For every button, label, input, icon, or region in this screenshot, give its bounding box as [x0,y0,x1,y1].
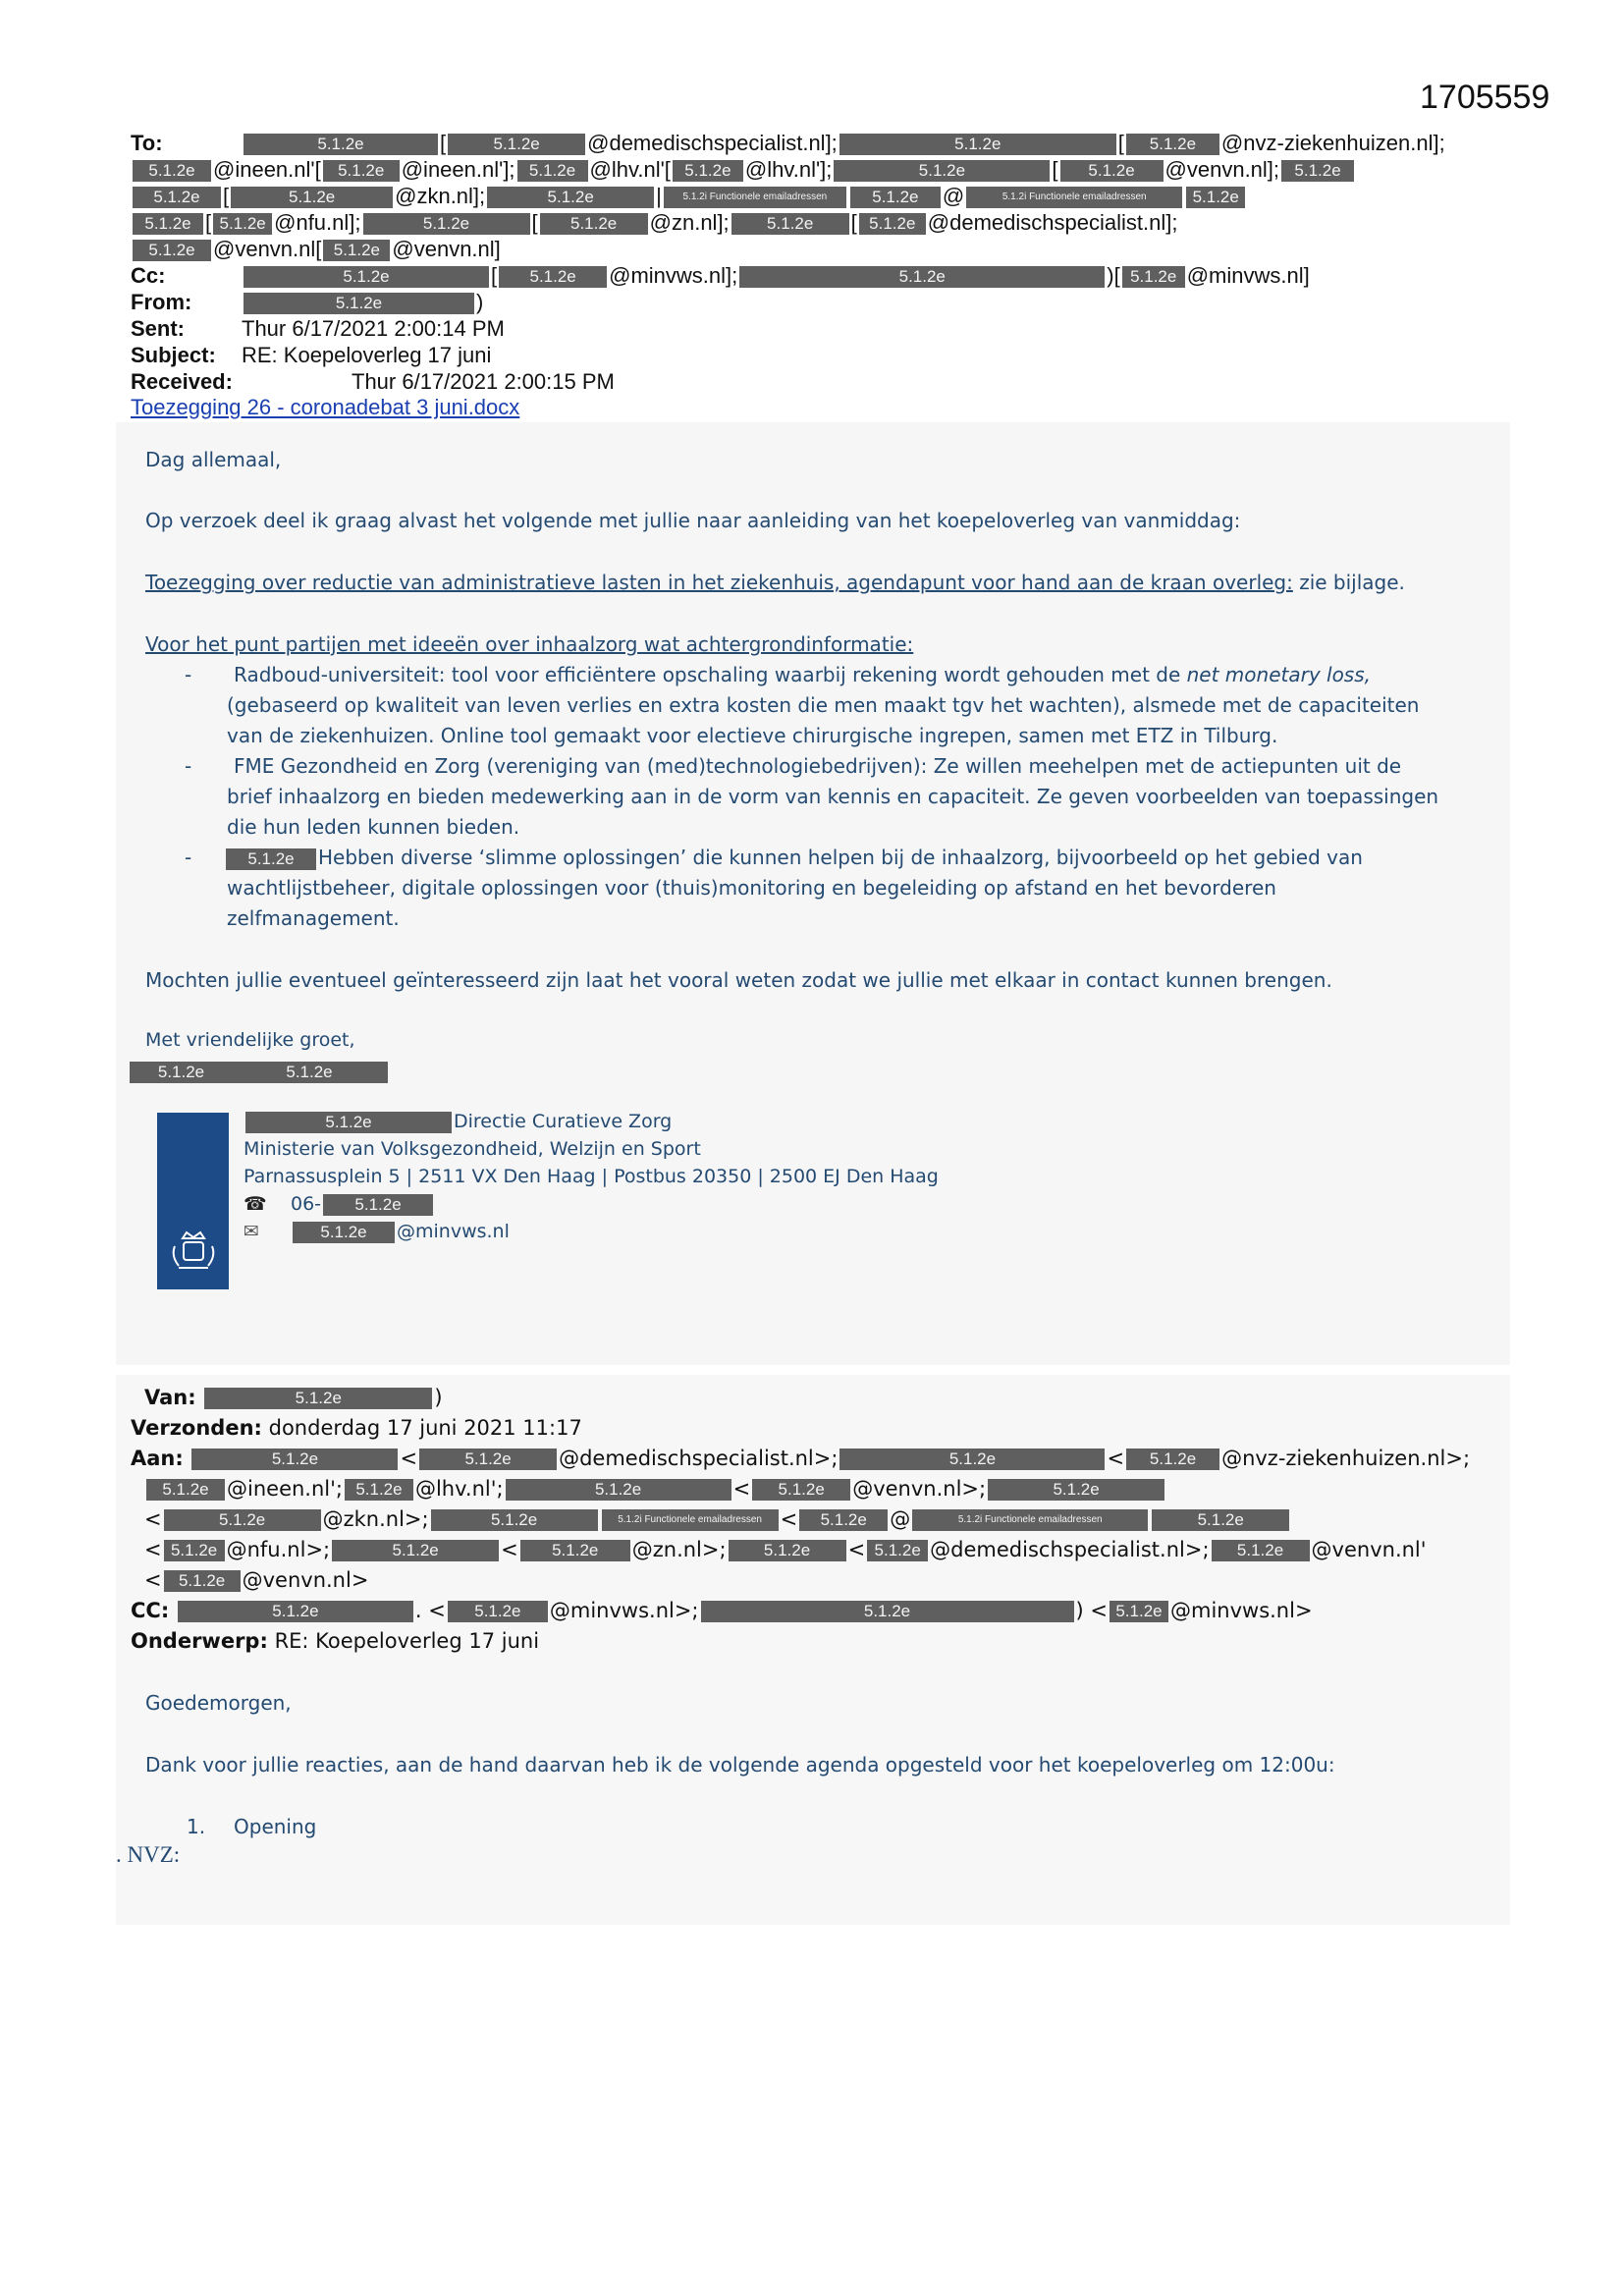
redaction: 5.1.2e [1152,1509,1289,1531]
email-domain: @nvz-ziekenhuizen.nl]; [1220,131,1445,155]
redaction: 5.1.2e [839,1449,1105,1470]
aan-label: Aan: [131,1447,184,1470]
from-line: From: 5.1.2e ) [131,290,484,314]
onderwerp-line [131,1626,539,1656]
intro-paragraph-2: Dank voor jullie reacties, aan de hand daarvan heb ik de volgende agenda opgesteld voor het koepeloverleg om 12:00u: [145,1753,1335,1777]
redaction: 5.1.2e [487,187,654,208]
email-domain: @zkn.nl>; [322,1507,429,1531]
van-label: Van: [144,1386,196,1409]
redaction: 5.1.2e [799,1509,888,1531]
redaction: 5.1.2e [517,160,588,182]
bullet-text: (gebaseerd op kwaliteit van leven verlies en extra kosten die men maakt tgv het wachten), alsmede met de capaciteiten [227,693,1420,717]
redaction: 5.1.2e [332,1540,499,1561]
email-domain: @demedischspecialist.nl>; [930,1538,1210,1561]
email-domain: @venvn.nl' [1311,1538,1427,1561]
redaction-functional: 5.1.2i Functionele emailadressen [912,1509,1148,1531]
agenda-item-1 [187,1812,316,1842]
sent-value: Thur 6/17/2021 2:00:14 PM [242,316,505,341]
redaction: 5.1.2e [834,160,1050,182]
admin-burden-link[interactable]: Toezegging over reductie van administratieve lasten in het ziekenhuis, agendapunt voor hand aan de kraan overleg: [145,571,1293,594]
redaction: 5.1.2e [226,848,316,870]
redaction: 5.1.2e [540,213,648,235]
redaction: 5.1.2e [245,1112,452,1133]
email-domain[interactable]: @minvws.nl [397,1221,510,1242]
cc-label: Cc: [131,263,166,288]
subject-label: Subject: [131,343,216,367]
to-line-4: 5.1.2e [ 5.1.2e @nfu.nl]; 5.1.2e [ 5.1.2e @zn.nl]; 5.1.2e [ 5.1.2e @demedischspecialist.nl]; [131,209,1177,236]
redaction: 5.1.2e [1126,134,1219,155]
attachment-link[interactable]: Toezegging 26 - coronadebat 3 juni.docx [131,395,520,419]
redaction: 5.1.2e [839,134,1116,155]
redaction: 5.1.2e [178,1601,413,1622]
redaction: 5.1.2e [859,213,926,235]
agenda-text: Opening [234,1815,317,1838]
redaction: 5.1.2e [164,1509,321,1531]
verzonden-label: Verzonden: [131,1416,262,1440]
redaction: 5.1.2e [345,1479,413,1501]
redaction: 5.1.2e [133,240,211,261]
email-domain: @zn.nl>; [631,1538,727,1561]
email-domain: @minvws.nl] [1186,263,1310,288]
bullet-italic: net monetary loss, [1186,663,1372,686]
redaction: 5.1.2e [133,213,203,235]
cc2-label: CC: [131,1599,170,1622]
email-domain: @minvws.nl]; [609,263,738,288]
redaction: 5.1.2e [867,1540,928,1561]
redaction: 5.1.2e [419,1449,557,1470]
received-label: Received: [131,369,233,394]
redaction: 5.1.2e [363,213,530,235]
bullet-text: wachtlijstbeheer, digitale oplossingen voor (thuis)monitoring en begeleiding op afstand en het bevorderen [227,876,1276,900]
redaction: 5.1.2e [506,1479,731,1501]
redaction: 5.1.2e [293,1222,395,1243]
email-domain: @venvn.nl> [242,1568,369,1592]
aan-line-2: 5.1.2e @ineen.nl'; 5.1.2e @lhv.nl'; 5.1.2e < 5.1.2e @venvn.nl>; 5.1.2e [144,1474,1166,1503]
redaction: 5.1.2e [1110,1601,1168,1622]
redaction: 5.1.2e [729,1540,846,1561]
bullet-text: FME Gezondheid en Zorg (vereniging van (med)technologiebedrijven): Ze willen meehelpen met de actiepunten uit de [234,754,1402,778]
redaction: 5.1.2e [130,1062,233,1083]
redaction: 5.1.2e [164,1570,241,1592]
redaction: 5.1.2e [520,1540,630,1561]
email-domain: @lhv.nl'; [414,1477,504,1501]
bullet-text: zelfmanagement. [227,906,400,930]
redaction: 5.1.2e [1212,1540,1310,1561]
bullet-text: Hebben diverse ‘slimme oplossingen’ die kunnen helpen bij de inhaalzorg, bijvoorbeeld op het gebied van [318,846,1363,869]
onderwerp-value: RE: Koepeloverleg 17 juni [274,1629,540,1653]
redaction: 5.1.2e [673,160,743,182]
aan-line-5: < 5.1.2e @venvn.nl> [144,1568,369,1592]
cc-line: Cc: 5.1.2e [ 5.1.2e @minvws.nl]; 5.1.2e )[ 5.1.2e @minvws.nl] [131,263,1310,288]
greeting: Dag allemaal, [145,448,282,471]
aan-line-1: Aan: 5.1.2e < 5.1.2e @demedischspecialist.nl>; 5.1.2e < 5.1.2e @nvz-ziekenhuizen.nl>; [131,1447,1471,1470]
redaction: 5.1.2e [133,160,211,182]
redaction: 5.1.2e [431,1509,598,1531]
redaction: 5.1.2e [164,1540,225,1561]
intro-paragraph: Op verzoek deel ik graag alvast het volgende met jullie naar aanleiding van het koepeloverleg van vanmiddag: [145,509,1241,532]
to-line-5 [131,236,501,262]
aan-line-3: < 5.1.2e @zkn.nl>; 5.1.2e 5.1.2i Functionele emailadressen < 5.1.2e @ 5.1.2i Functionele emailadressen 5.1.2e [144,1504,1291,1534]
redaction: 5.1.2e [244,293,474,314]
verzonden-value: donderdag 17 juni 2021 11:17 [268,1416,582,1440]
email-domain: @demedischspecialist.nl>; [559,1447,839,1470]
email-domain: @venvn.nl]; [1164,157,1280,182]
envelope-icon: ✉ [244,1221,259,1242]
sent-line [131,315,505,342]
signature-ministry: Ministerie van Volksgezondheid, Welzijn en Sport [244,1138,701,1160]
email-domain: @nfu.nl>; [226,1538,331,1561]
email-domain: @nfu.nl]; [274,210,361,235]
admin-burden-item [145,568,1405,598]
signature-address: Parnassusplein 5 | 2511 VX Den Haag | Postbus 20350 | 2500 EJ Den Haag [244,1166,939,1187]
received-value: Thur 6/17/2021 2:00:15 PM [352,369,615,394]
background-heading: Voor het punt partijen met ideeën over inhaalzorg wat achtergrondinformatie: [145,632,914,656]
bullet-radboud: - Radboud-universiteit: tool voor efficiëntere opschaling waarbij rekening wordt gehouden met de net monetary loss, (gebaseerd op kwaliteit van leven verlies en extra kosten die men maakt tgv het wachten), alsmede met de capaciteiten van de ziekenhuizen. Online tool gemaakt voor electieve chirurgische ingrepen, samen met ETZ in Tilburg. [145,660,1520,754]
crown-emblem-icon [169,1229,218,1272]
to-line-1: To: 5.1.2e [ 5.1.2e @demedischspecialist.nl]; 5.1.2e [ 5.1.2e @nvz-ziekenhuizen.nl]; [131,131,1445,155]
to-line-2: 5.1.2e @ineen.nl'[ 5.1.2e @ineen.nl']; 5.1.2e @lhv.nl'[ 5.1.2e @lhv.nl']; 5.1.2e [ 5.1.2e @venvn.nl]; 5.1.2e [131,156,1356,183]
email-domain: @venvn.nl] [392,237,501,261]
email-domain: @venvn.nl>; [852,1477,987,1501]
to-label: To: [131,131,163,155]
email-domain: @ineen.nl'[ [213,157,321,182]
redaction: 5.1.2e [191,1449,398,1470]
phone-icon: ☎ [244,1193,267,1215]
greeting-2: Goedemorgen, [145,1691,292,1715]
redaction: 5.1.2e [448,134,585,155]
bullet-text: van de ziekenhuizen. Online tool gemaakt voor electieve chirurgische ingrepen, samen met ETZ in Tilburg. [227,724,1278,747]
redaction-functional: 5.1.2i Functionele emailadressen [664,187,846,208]
redaction: 5.1.2e [231,187,393,208]
redaction: 5.1.2e [323,1194,433,1216]
to-line-3: 5.1.2e [ 5.1.2e @zkn.nl]; 5.1.2e | 5.1.2i Functionele emailadressen 5.1.2e @ 5.1.2i Functionele emailadressen 5.1.2e [131,183,1247,209]
bullet-fme: - FME Gezondheid en Zorg (vereniging van (med)technologiebedrijven): Ze willen meehelpen met de actiepunten uit de brief inhaalzorg en bieden medewerking aan in de vorm van kennis en capaciteit. Ze geven voorbeelden van toepassingen die hun leden kunnen bieden. [145,751,1520,846]
bullet-text: die hun leden kunnen bieden. [227,815,520,839]
signature-department: Directie Curatieve Zorg [454,1111,673,1132]
redaction: 5.1.2e [244,134,438,155]
onderwerp-label: Onderwerp: [131,1629,268,1653]
from-label: From: [131,290,192,314]
nvz-note: . NVZ: [116,1842,181,1867]
admin-burden-rest: zie bijlage. [1292,571,1405,594]
cc2-line: CC: 5.1.2e . < 5.1.2e @minvws.nl>; 5.1.2e ) < 5.1.2e @minvws.nl> [131,1599,1313,1622]
redaction: 5.1.2e [204,1388,432,1409]
email-domain: @lhv.nl']; [744,157,833,182]
regards: Met vriendelijke groet, [145,1029,355,1051]
bullet-text: Radboud-universiteit: tool voor efficiëntere opschaling waarbij rekening wordt gehouden met de [234,663,1187,686]
subject-value: RE: Koepeloverleg 17 juni [242,343,492,367]
email-domain: @ineen.nl'; [227,1477,343,1501]
redaction: 5.1.2e [731,213,849,235]
redaction: 5.1.2e [1186,187,1245,208]
verzonden-line [131,1413,582,1443]
redaction: 5.1.2e [133,187,221,208]
redaction: 5.1.2e [988,1479,1164,1501]
signature-phone [244,1190,1422,1218]
government-logo [157,1113,229,1289]
redaction: 5.1.2e [499,266,607,288]
sent-label: Sent: [131,316,185,341]
bullet-text: brief inhaalzorg en bieden medewerking aan in de vorm van kennis en capaciteit. Ze geven voorbeelden van toepassingen [227,785,1439,808]
email-domain: @ineen.nl']; [401,157,515,182]
email-domain: @demedischspecialist.nl]; [927,210,1178,235]
email-domain: @zn.nl]; [649,210,730,235]
aan-line-4: < 5.1.2e @nfu.nl>; 5.1.2e < 5.1.2e @zn.nl>; 5.1.2e < 5.1.2e @demedischspecialist.nl>; 5.1.2e @venvn.nl' [144,1538,1427,1561]
redaction: 5.1.2e [244,266,489,288]
signature-block [244,1108,1422,1245]
redaction: 5.1.2e [739,266,1105,288]
redaction: 5.1.2e [1126,1449,1219,1470]
phone-prefix: 06- [291,1193,322,1215]
bullet-redacted-org: - 5.1.2e Hebben diverse ‘slimme oplossingen’ die kunnen helpen bij de inhaalzorg, bijvoorbeeld op het gebied van wachtlijstbeheer, digitale oplossingen voor (thuis)monitoring en begeleiding op afstand en het bevorderen zelfmanagement. [145,843,1520,937]
signature-email [244,1218,1422,1245]
redaction-functional: 5.1.2i Functionele emailadressen [966,187,1182,208]
redaction: 5.1.2e [850,187,941,208]
redaction: 5.1.2e [752,1479,850,1501]
redaction: 5.1.2e [323,240,390,261]
email-domain: @venvn.nl[ [213,237,322,261]
van-line: Van: 5.1.2e ) [144,1386,443,1409]
redaction: 5.1.2e [1122,266,1185,288]
subject-line [131,342,491,368]
redaction: 5.1.2e [231,1062,388,1083]
email-domain: @lhv.nl'[ [589,157,671,182]
email-domain: @nvz-ziekenhuizen.nl>; [1221,1447,1471,1470]
email-domain: @minvws.nl> [1169,1599,1313,1622]
redaction: 5.1.2e [146,1479,225,1501]
signature-name [128,1062,390,1083]
redaction: 5.1.2e [701,1601,1074,1622]
closing-question: Mochten jullie eventueel geïnteresseerd zijn laat het vooral weten zodat we jullie met elkaar in contact kunnen brengen. [145,968,1332,992]
redaction-functional: 5.1.2i Functionele emailadressen [602,1509,779,1531]
email-domain: @zkn.nl]; [395,184,486,208]
email-domain: @demedischspecialist.nl]; [587,131,838,155]
redaction: 5.1.2e [1281,160,1354,182]
redaction: 5.1.2e [213,213,272,235]
email-domain: @minvws.nl>; [549,1599,699,1622]
redaction: 5.1.2e [1060,160,1164,182]
redaction: 5.1.2e [448,1601,548,1622]
agenda-number: 1. [187,1815,206,1838]
received-line [131,368,615,395]
document-number: 1705559 [1420,79,1550,116]
redaction: 5.1.2e [323,160,400,182]
